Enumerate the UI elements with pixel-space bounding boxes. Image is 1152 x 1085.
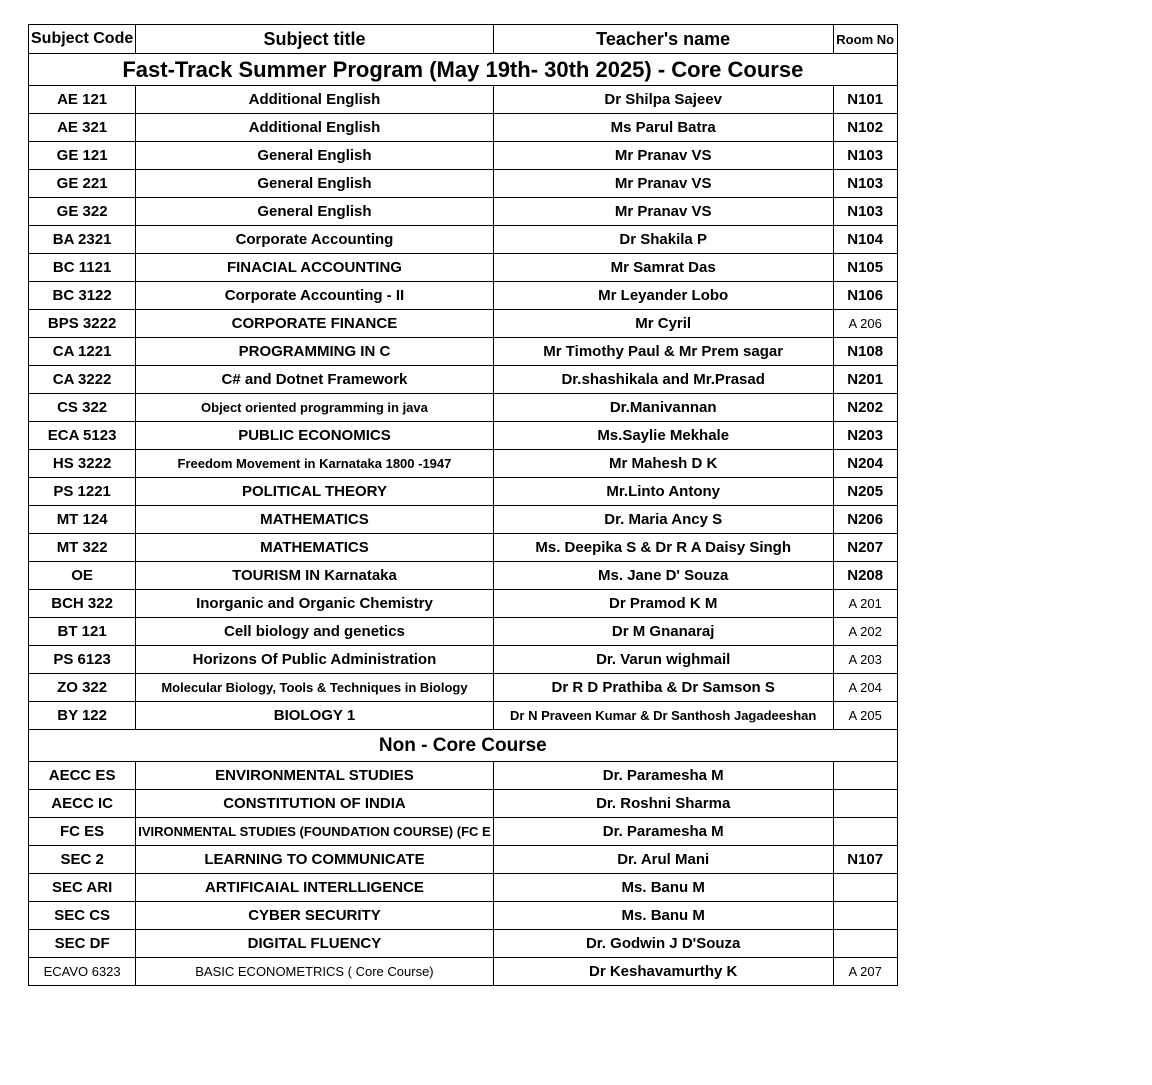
teacher-name-cell: Dr. Maria Ancy S xyxy=(493,506,833,534)
subject-code-cell: AECC ES xyxy=(29,762,136,790)
subject-title-cell: CONSTITUTION OF INDIA xyxy=(136,790,493,818)
teacher-name-cell: Dr R D Prathiba & Dr Samson S xyxy=(493,674,833,702)
teacher-name-cell: Dr. Arul Mani xyxy=(493,846,833,874)
subject-title-cell: PROGRAMMING IN C xyxy=(136,338,493,366)
room-no-cell: A 204 xyxy=(833,674,897,702)
teacher-name-cell: Ms.Saylie Mekhale xyxy=(493,422,833,450)
room-no-cell: N103 xyxy=(833,198,897,226)
subject-title-cell: Horizons Of Public Administration xyxy=(136,646,493,674)
table-row xyxy=(29,930,898,958)
subject-title-cell: CYBER SECURITY xyxy=(136,902,493,930)
core-course-banner: Fast-Track Summer Program (May 19th- 30th 2025) - Core Course xyxy=(29,54,898,86)
subject-code-cell: AE 121 xyxy=(29,86,136,114)
table-row xyxy=(29,958,898,986)
table-row xyxy=(29,562,898,590)
teacher-name-cell: Mr Timothy Paul & Mr Prem sagar xyxy=(493,338,833,366)
table-row xyxy=(29,366,898,394)
subject-title-cell: IVIRONMENTAL STUDIES (FOUNDATION COURSE) (FC E xyxy=(136,818,493,846)
room-no-cell xyxy=(833,818,897,846)
table-row xyxy=(29,618,898,646)
teacher-name-cell: Dr Keshavamurthy K xyxy=(493,958,833,986)
core-course-banner-row xyxy=(29,54,898,86)
table-row xyxy=(29,674,898,702)
subject-title-cell: CORPORATE FINANCE xyxy=(136,310,493,338)
subject-title-cell: MATHEMATICS xyxy=(136,506,493,534)
subject-code-cell: SEC DF xyxy=(29,930,136,958)
room-no-cell: N206 xyxy=(833,506,897,534)
teacher-name-cell: Mr Pranav VS xyxy=(493,142,833,170)
subject-code-cell: GE 322 xyxy=(29,198,136,226)
subject-code-cell: PS 1221 xyxy=(29,478,136,506)
subject-code-cell: BCH 322 xyxy=(29,590,136,618)
subject-title-cell: FINACIAL ACCOUNTING xyxy=(136,254,493,282)
teacher-name-cell: Ms. Banu M xyxy=(493,874,833,902)
table-row xyxy=(29,874,898,902)
room-no-cell: N101 xyxy=(833,86,897,114)
subject-code-cell: BC 1121 xyxy=(29,254,136,282)
subject-code-cell: ECA 5123 xyxy=(29,422,136,450)
subject-code-cell: MT 322 xyxy=(29,534,136,562)
subject-code-cell: GE 121 xyxy=(29,142,136,170)
table-row xyxy=(29,534,898,562)
teacher-name-cell: Dr Pramod K M xyxy=(493,590,833,618)
subject-code-cell: CA 3222 xyxy=(29,366,136,394)
subject-code-cell: SEC 2 xyxy=(29,846,136,874)
table-row xyxy=(29,790,898,818)
subject-title-cell: General English xyxy=(136,170,493,198)
table-row xyxy=(29,394,898,422)
table-row xyxy=(29,846,898,874)
room-no-cell xyxy=(833,762,897,790)
noncore-course-banner: Non - Core Course xyxy=(29,730,898,762)
teacher-name-cell: Mr Cyril xyxy=(493,310,833,338)
subject-title-cell: Object oriented programming in java xyxy=(136,394,493,422)
room-no-cell: N103 xyxy=(833,170,897,198)
subject-title-cell: Corporate Accounting - II xyxy=(136,282,493,310)
room-no-cell: A 207 xyxy=(833,958,897,986)
subject-title-cell: MATHEMATICS xyxy=(136,534,493,562)
subject-title-cell: LEARNING TO COMMUNICATE xyxy=(136,846,493,874)
teacher-name-cell: Dr.Manivannan xyxy=(493,394,833,422)
subject-code-cell: BC 3122 xyxy=(29,282,136,310)
table-row xyxy=(29,86,898,114)
subject-title-cell: Additional English xyxy=(136,114,493,142)
teacher-name-cell: Ms. Jane D' Souza xyxy=(493,562,833,590)
teacher-name-cell: Mr Samrat Das xyxy=(493,254,833,282)
teacher-name-cell: Dr Shakila P xyxy=(493,226,833,254)
table-row xyxy=(29,282,898,310)
subject-title-cell: ARTIFICAIAL INTERLLIGENCE xyxy=(136,874,493,902)
room-no-cell: N204 xyxy=(833,450,897,478)
teacher-name-cell: Dr. Godwin J D'Souza xyxy=(493,930,833,958)
subject-code-cell: BT 121 xyxy=(29,618,136,646)
room-no-cell: N108 xyxy=(833,338,897,366)
room-no-cell: N107 xyxy=(833,846,897,874)
table-row xyxy=(29,310,898,338)
subject-code-cell: CA 1221 xyxy=(29,338,136,366)
teacher-name-cell: Ms Parul Batra xyxy=(493,114,833,142)
table-row xyxy=(29,646,898,674)
teacher-name-cell: Dr N Praveen Kumar & Dr Santhosh Jagadeeshan xyxy=(493,702,833,730)
table-row xyxy=(29,702,898,730)
teacher-name-cell: Dr. Paramesha M xyxy=(493,762,833,790)
subject-title-cell: General English xyxy=(136,142,493,170)
table-row xyxy=(29,450,898,478)
teacher-name-cell: Mr Leyander Lobo xyxy=(493,282,833,310)
teacher-name-cell: Dr. Paramesha M xyxy=(493,818,833,846)
subject-title-cell: TOURISM IN Karnataka xyxy=(136,562,493,590)
teacher-name-cell: Dr. Varun wighmail xyxy=(493,646,833,674)
subject-code-cell: ZO 322 xyxy=(29,674,136,702)
subject-code-cell: SEC ARI xyxy=(29,874,136,902)
noncore-course-banner-row xyxy=(29,730,898,762)
table-row xyxy=(29,114,898,142)
subject-title-cell: POLITICAL THEORY xyxy=(136,478,493,506)
subject-title-cell: Molecular Biology, Tools & Techniques in Biology xyxy=(136,674,493,702)
table-row xyxy=(29,422,898,450)
subject-title-cell: PUBLIC ECONOMICS xyxy=(136,422,493,450)
table-row xyxy=(29,478,898,506)
room-no-cell: N104 xyxy=(833,226,897,254)
subject-title-cell: DIGITAL FLUENCY xyxy=(136,930,493,958)
subject-title-cell: General English xyxy=(136,198,493,226)
room-no-cell xyxy=(833,790,897,818)
table-row xyxy=(29,762,898,790)
subject-title-cell: Additional English xyxy=(136,86,493,114)
header-teacher-name: Teacher's name xyxy=(493,25,833,54)
subject-title-cell: Freedom Movement in Karnataka 1800 -1947 xyxy=(136,450,493,478)
teacher-name-cell: Mr Pranav VS xyxy=(493,170,833,198)
room-no-cell: N102 xyxy=(833,114,897,142)
subject-title-cell: ENVIRONMENTAL STUDIES xyxy=(136,762,493,790)
room-no-cell: A 203 xyxy=(833,646,897,674)
teacher-name-cell: Ms. Deepika S & Dr R A Daisy Singh xyxy=(493,534,833,562)
teacher-name-cell: Dr Shilpa Sajeev xyxy=(493,86,833,114)
timetable xyxy=(28,24,898,986)
room-no-cell: N208 xyxy=(833,562,897,590)
subject-title-cell: BASIC ECONOMETRICS ( Core Course) xyxy=(136,958,493,986)
subject-code-cell: FC ES xyxy=(29,818,136,846)
subject-code-cell: BY 122 xyxy=(29,702,136,730)
room-no-cell: N207 xyxy=(833,534,897,562)
room-no-cell: N105 xyxy=(833,254,897,282)
table-row xyxy=(29,338,898,366)
subject-title-cell: Corporate Accounting xyxy=(136,226,493,254)
teacher-name-cell: Dr.shashikala and Mr.Prasad xyxy=(493,366,833,394)
table-row xyxy=(29,142,898,170)
table-row xyxy=(29,902,898,930)
subject-code-cell: ECAVO 6323 xyxy=(29,958,136,986)
subject-code-cell: BPS 3222 xyxy=(29,310,136,338)
subject-title-cell: BIOLOGY 1 xyxy=(136,702,493,730)
teacher-name-cell: Mr.Linto Antony xyxy=(493,478,833,506)
table-row xyxy=(29,818,898,846)
room-no-cell: A 202 xyxy=(833,618,897,646)
subject-code-cell: CS 322 xyxy=(29,394,136,422)
subject-code-cell: AECC IC xyxy=(29,790,136,818)
room-no-cell: N201 xyxy=(833,366,897,394)
teacher-name-cell: Dr. Roshni Sharma xyxy=(493,790,833,818)
subject-code-cell: HS 3222 xyxy=(29,450,136,478)
room-no-cell xyxy=(833,930,897,958)
teacher-name-cell: Ms. Banu M xyxy=(493,902,833,930)
table-row xyxy=(29,226,898,254)
room-no-cell: A 205 xyxy=(833,702,897,730)
header-row xyxy=(29,25,898,54)
room-no-cell: N205 xyxy=(833,478,897,506)
room-no-cell xyxy=(833,874,897,902)
subject-title-cell: Cell biology and genetics xyxy=(136,618,493,646)
subject-code-cell: PS 6123 xyxy=(29,646,136,674)
table-row xyxy=(29,590,898,618)
subject-title-cell: C# and Dotnet Framework xyxy=(136,366,493,394)
teacher-name-cell: Dr M Gnanaraj xyxy=(493,618,833,646)
subject-code-cell: AE 321 xyxy=(29,114,136,142)
subject-code-cell: SEC CS xyxy=(29,902,136,930)
teacher-name-cell: Mr Pranav VS xyxy=(493,198,833,226)
room-no-cell: A 201 xyxy=(833,590,897,618)
room-no-cell: N203 xyxy=(833,422,897,450)
subject-code-cell: MT 124 xyxy=(29,506,136,534)
table-row xyxy=(29,170,898,198)
subject-code-cell: GE 221 xyxy=(29,170,136,198)
subject-code-cell: OE xyxy=(29,562,136,590)
room-no-cell: A 206 xyxy=(833,310,897,338)
header-room-no: Room No xyxy=(833,25,897,54)
table-row xyxy=(29,254,898,282)
room-no-cell: N106 xyxy=(833,282,897,310)
teacher-name-cell: Mr Mahesh D K xyxy=(493,450,833,478)
header-subject-code: Subject Code xyxy=(29,25,136,54)
subject-code-cell: BA 2321 xyxy=(29,226,136,254)
table-row xyxy=(29,506,898,534)
header-subject-title: Subject title xyxy=(136,25,493,54)
subject-title-cell: Inorganic and Organic Chemistry xyxy=(136,590,493,618)
table-row xyxy=(29,198,898,226)
room-no-cell: N202 xyxy=(833,394,897,422)
room-no-cell xyxy=(833,902,897,930)
room-no-cell: N103 xyxy=(833,142,897,170)
